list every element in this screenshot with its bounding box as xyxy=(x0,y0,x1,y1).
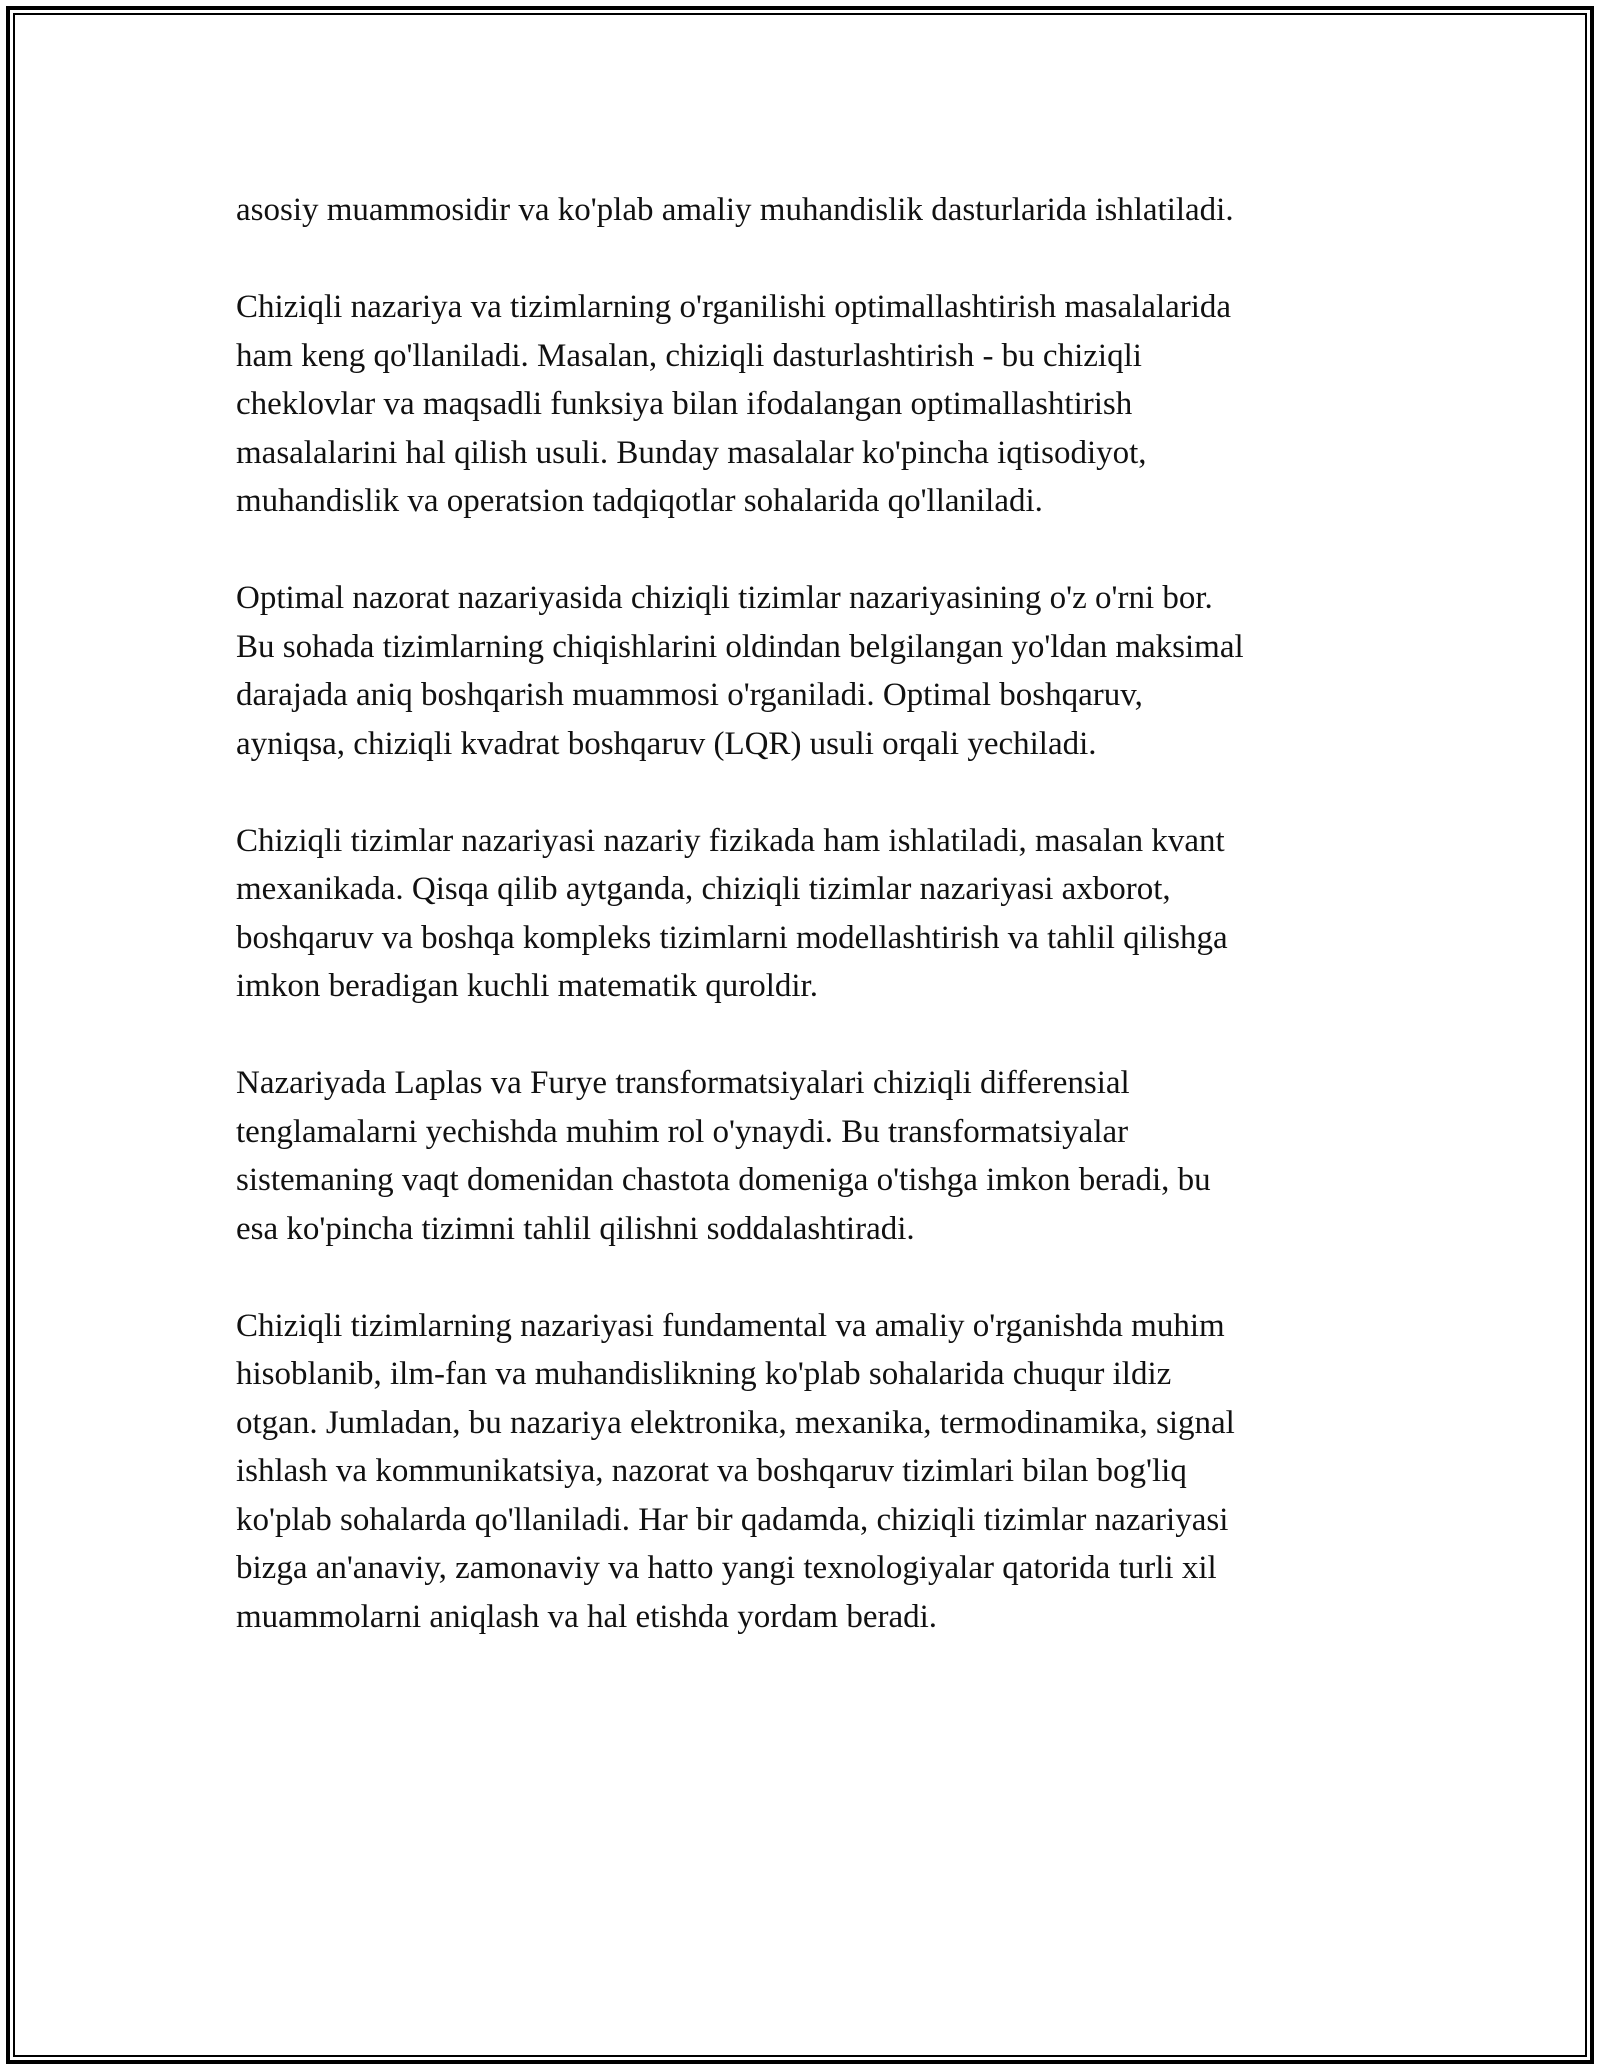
document-body xyxy=(236,186,1376,1690)
paragraph-2: Chiziqli nazariya va tizimlarning o'rganilishi optimallashtirish masalalarida ham keng qo'llaniladi. Masalan, chiziqli dasturlashtirish - bu chiziqli cheklovlar va maqsadli funksiya bilan ifodalangan optimallashtirish masalalarini hal qilish usuli. Bunday masalalar ko'pincha iqtisodiyot, muhandislik va operatsion tadqiqotlar sohalarida qo'llaniladi. xyxy=(236,289,1232,519)
paragraph-6: Chiziqli tizimlarning nazariyasi fundamental va amaliy o'rganishda muhim hisoblanib, ilm-fan va muhandislikning ko'plab sohalarida chuqur ildiz otgan. Jumladan, bu nazariya elektronika, mexanika, termodinamika, signal ishlash va kommunikatsiya, nazorat va boshqaruv tizimlari bilan bog'liq ko'plab sohalarda qo'llaniladi. Har bir qadamda, chiziqli tizimlar nazariyasi bizga an'anaviy, zamonaviy va hatto yangi texnologiyalar qatorida turli xil muammolarni aniqlash va hal etishda yordam beradi. xyxy=(236,1307,1235,1635)
paragraph-1: asosiy muammosidir va ko'plab amaliy muhandislik dasturlarida ishlatiladi. xyxy=(236,192,1234,228)
paragraph-4: Chiziqli tizimlar nazariyasi nazariy fizikada ham ishlatiladi, masalan kvant mexanikada. Qisqa qilib aytganda, chiziqli tizimlar nazariyasi axborot, boshqaruv va boshqa kompleks tizimlarni modellashtirish va tahlil qilishga imkon beradigan kuchli matematik quroldir. xyxy=(236,822,1228,1004)
paragraph-5: Nazariyada Laplas va Furye transformatsiyalari chiziqli differensial tenglamalarni yechishda muhim rol o'ynaydi. Bu transformatsiyalar sistemaning vaqt domenidan chastota domeniga o'tishga imkon beradi, bu esa ko'pincha tizimni tahlil qilishni soddalashtiradi. xyxy=(236,1065,1211,1247)
paragraph-3: Optimal nazorat nazariyasida chiziqli tizimlar nazariyasining o'z o'rni bor. Bu sohada tizimlarning chiqishlarini oldindan belgilangan yo'ldan maksimal darajada aniq boshqarish muammosi o'rganiladi. Optimal boshqaruv, ayniqsa, chiziqli kvadrat boshqaruv (LQR) usuli orqali yechiladi. xyxy=(236,580,1244,762)
